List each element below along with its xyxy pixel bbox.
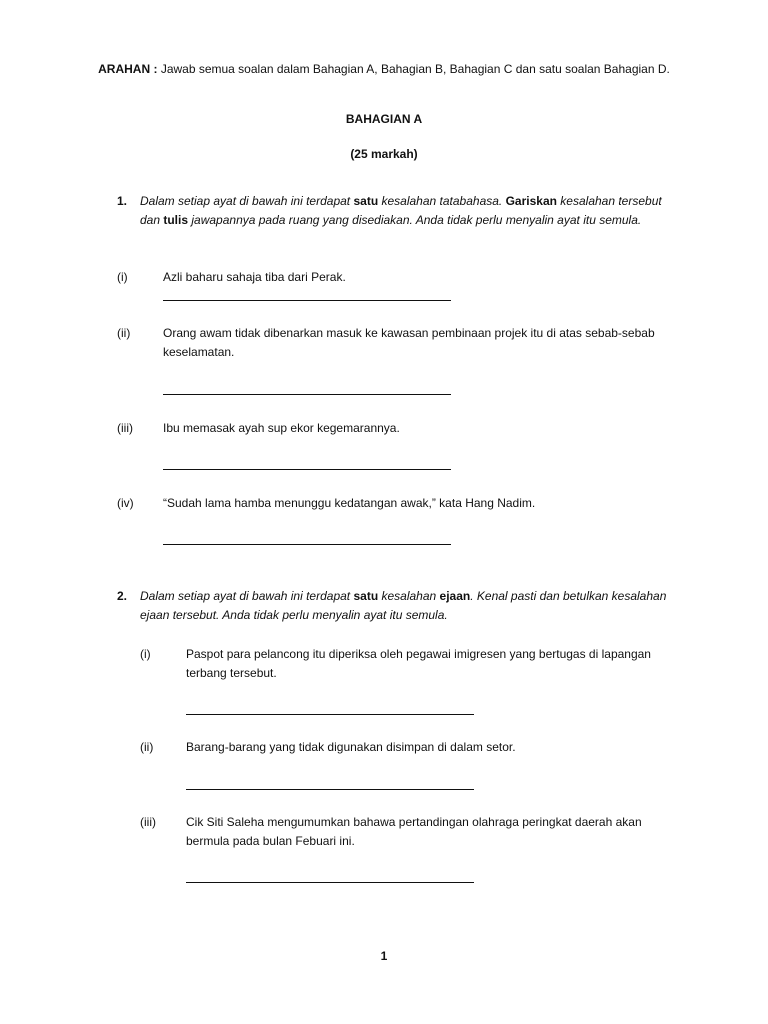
q1-item-label: (iv) [117,496,134,510]
q1-item-text: Orang awam tidak dibenarkan masuk ke kawasan pembinaan projek itu di atas sebab-sebab keselamatan. [163,326,655,359]
q2-bold-part2: ejaan [439,589,471,603]
q1-answer-line-i[interactable] [163,300,451,301]
instruction-separator: : [150,62,161,76]
q1-bold-part2: Gariskan [505,194,557,208]
q2-answer-line-ii[interactable] [186,789,474,790]
question-1-number: 1. [117,194,128,208]
q1-answer-line-iii[interactable] [163,469,451,470]
q2-item-text: Cik Siti Saleha mengumumkan bahawa pertandingan olahraga peringkat daerah akan bermula pada bulan Febuari ini. [186,815,642,848]
q1-bold-part3: tulis [163,213,189,227]
instruction-line [0,60,768,79]
section-title: BAHAGIAN A [345,112,423,126]
q1-item-text: “Sudah lama hamba menunggu kedatangan awak,” kata Hang Nadim. [163,496,536,510]
q1-item-label: (i) [117,270,128,284]
q1-answer-line-iv[interactable] [163,544,451,545]
q2-text-part1: Dalam setiap ayat di bawah ini terdapat [140,589,354,603]
q2-text-part3: . Kenal pasti dan betulkan kesalahan ejaan tersebut. Anda tidak perlu menyalin ayat itu semula. [140,589,667,622]
instruction-label: ARAHAN [98,62,151,76]
q1-item-label: (iii) [117,421,133,435]
q2-item-label: (ii) [140,740,154,754]
q1-bold-part1: satu [353,194,379,208]
page-number: 1 [380,949,388,963]
q1-text-part3: kesalahan tersebut dan [140,194,662,227]
q1-answer-line-ii[interactable] [163,394,451,395]
instruction-text: Jawab semua soalan dalam Bahagian A, Bahagian B, Bahagian C dan satu soalan Bahagian D. [160,62,670,76]
q1-item-text: Azli baharu sahaja tiba dari Perak. [163,270,346,284]
q1-text-part4: jawapannya pada ruang yang disediakan. Anda tidak perlu menyalin ayat itu semula. [188,213,642,227]
q1-item-text: Ibu memasak ayah sup ekor kegemarannya. [163,421,400,435]
q2-item-label: (iii) [140,815,156,829]
question-2-number: 2. [117,589,128,603]
q2-answer-line-iii[interactable] [186,882,474,883]
question-1-instructions [140,192,680,230]
q2-text-part2: kesalahan [378,589,440,603]
q1-item-label: (ii) [117,326,131,340]
q2-item-text: Barang-barang yang tidak digunakan disimpan di dalam setor. [186,740,516,754]
q1-text-part1: Dalam setiap ayat di bawah ini terdapat [140,194,354,208]
q2-item-text: Paspot para pelancong itu diperiksa oleh pegawai imigresen yang bertugas di lapangan terbang tersebut. [186,647,651,680]
q2-bold-part1: satu [353,589,379,603]
q1-text-part2: kesalahan tatabahasa. [378,194,506,208]
section-marks: (25 markah) [350,147,418,161]
q2-answer-line-i[interactable] [186,714,474,715]
q2-item-label: (i) [140,647,151,661]
question-2-instructions [140,587,680,625]
